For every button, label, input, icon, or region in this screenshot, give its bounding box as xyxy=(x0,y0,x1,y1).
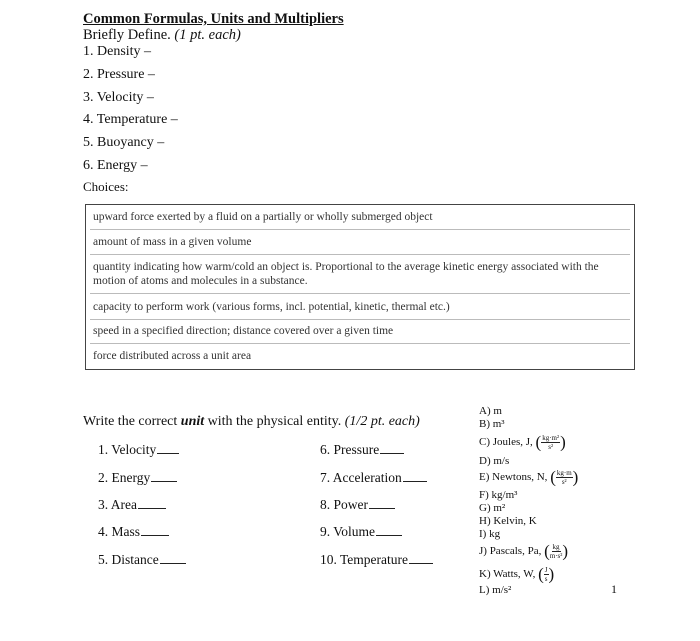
answer-option-e-label: E) Newtons, N, xyxy=(479,471,548,484)
paren-open: ( xyxy=(538,564,544,584)
answer-blank[interactable] xyxy=(403,481,427,482)
match-item-7 xyxy=(320,470,427,486)
fraction-numerator: kg xyxy=(552,543,560,551)
match-item-label: 5. Distance xyxy=(98,552,159,567)
fraction-numerator: J xyxy=(544,566,548,574)
fraction-numerator: kg·m xyxy=(556,469,572,477)
choice-3: quantity indicating how warm/cold an object is. Proportional to the average kinetic energy associated with the motion of atoms and molecules in a substance. xyxy=(93,261,599,287)
answer-option-b: B) m³ xyxy=(479,418,505,430)
question-2: 2. Pressure – xyxy=(83,67,155,82)
answer-blank[interactable] xyxy=(138,508,166,509)
match-item-label: 6. Pressure xyxy=(320,442,380,457)
match-item-label: 8. Power xyxy=(320,497,368,512)
choice-divider xyxy=(90,254,630,255)
match-item-2 xyxy=(98,470,177,486)
fraction xyxy=(550,543,563,560)
choice-divider xyxy=(90,343,630,344)
paren-open: ( xyxy=(535,432,542,452)
answer-blank[interactable] xyxy=(160,563,186,564)
match-item-8 xyxy=(320,497,395,513)
match-item-label: 4. Mass xyxy=(98,524,141,539)
fraction xyxy=(541,434,560,451)
paren-close: ) xyxy=(548,564,555,584)
answer-option-c-label: C) Joules, J, xyxy=(479,436,533,449)
question-4: 4. Temperature – xyxy=(83,112,178,127)
answer-option-k-label: K) Watts, W, xyxy=(479,568,536,581)
answer-option-f: F) kg/m³ xyxy=(479,489,518,501)
match-item-label: 2. Energy xyxy=(98,470,151,485)
match-item-label: 1. Velocity xyxy=(98,442,157,457)
answer-option-a: A) m xyxy=(479,405,502,417)
answer-option-e xyxy=(479,469,578,486)
part2-pre: Write the correct xyxy=(83,414,181,429)
answer-option-k xyxy=(479,566,554,583)
page-title: Common Formulas, Units and Multipliers xyxy=(83,11,344,27)
choice-6: force distributed across a unit area xyxy=(93,350,252,362)
match-item-10 xyxy=(320,552,433,568)
paren-close: ) xyxy=(572,467,579,487)
choice-1: upward force exerted by a fluid on a partially or wholly submerged object xyxy=(93,211,433,223)
instruction-text: Briefly Define. xyxy=(83,27,171,43)
answer-blank[interactable] xyxy=(380,453,404,454)
answer-blank[interactable] xyxy=(151,481,177,482)
match-item-6 xyxy=(320,442,404,458)
question-5: 5. Buoyancy – xyxy=(83,135,165,150)
question-3: 3. Velocity – xyxy=(83,90,154,105)
answer-option-i: I) kg xyxy=(479,528,501,540)
instruction-line xyxy=(83,27,241,44)
choice-4: capacity to perform work (various forms, incl. potential, kinetic, thermal etc.) xyxy=(93,301,450,313)
match-item-9 xyxy=(320,524,402,540)
paren-open: ( xyxy=(544,541,550,561)
part2-points: (1/2 pt. each) xyxy=(344,414,420,429)
choices-label: Choices: xyxy=(83,179,129,194)
part2-emphasis: unit xyxy=(180,414,205,429)
question-1: 1. Density – xyxy=(83,44,152,59)
answer-blank[interactable] xyxy=(369,508,395,509)
match-item-5 xyxy=(98,552,186,568)
answer-option-h: H) Kelvin, K xyxy=(479,515,537,527)
paren-open: ( xyxy=(550,467,556,487)
fraction-denominator: s² xyxy=(561,478,567,486)
answer-option-g: G) m² xyxy=(479,502,506,514)
answer-option-d: D) m/s xyxy=(479,455,510,467)
choice-2: amount of mass in a given volume xyxy=(93,236,252,248)
answer-blank[interactable] xyxy=(141,535,169,536)
match-item-label: 7. Acceleration xyxy=(320,470,402,485)
paren-close: ) xyxy=(562,541,569,561)
page-number: 1 xyxy=(611,582,617,596)
question-6: 6. Energy – xyxy=(83,158,148,173)
choice-divider xyxy=(90,319,630,320)
match-item-label: 3. Area xyxy=(98,497,137,512)
choices-box xyxy=(85,204,635,370)
choice-divider xyxy=(90,293,630,294)
match-item-label: 9. Volume xyxy=(320,524,376,539)
choice-5: speed in a specified direction; distance covered over a given time xyxy=(93,325,394,337)
answer-blank[interactable] xyxy=(376,535,402,536)
answer-option-j-label: J) Pascals, Pa, xyxy=(479,545,542,558)
answer-option-c xyxy=(479,434,566,451)
points-note: (1 pt. each) xyxy=(174,27,241,43)
part2-instruction xyxy=(83,414,420,430)
choice-divider xyxy=(90,229,630,230)
match-item-label: 10. Temperature xyxy=(320,552,409,567)
fraction-denominator: s² xyxy=(548,443,554,451)
match-item-4 xyxy=(98,524,169,540)
fraction-denominator: s xyxy=(544,575,548,583)
answer-blank[interactable] xyxy=(409,563,433,564)
paren-close: ) xyxy=(560,432,566,452)
answer-option-l: L) m/s² xyxy=(479,584,512,596)
answer-option-j xyxy=(479,543,568,560)
fraction xyxy=(556,469,573,486)
fraction-denominator: m·s² xyxy=(549,552,563,560)
answer-blank[interactable] xyxy=(157,453,179,454)
part2-post: with the physical entity. xyxy=(204,414,342,429)
match-item-1 xyxy=(98,442,179,458)
match-item-3 xyxy=(98,497,166,513)
fraction-numerator: kg·m² xyxy=(542,434,560,442)
